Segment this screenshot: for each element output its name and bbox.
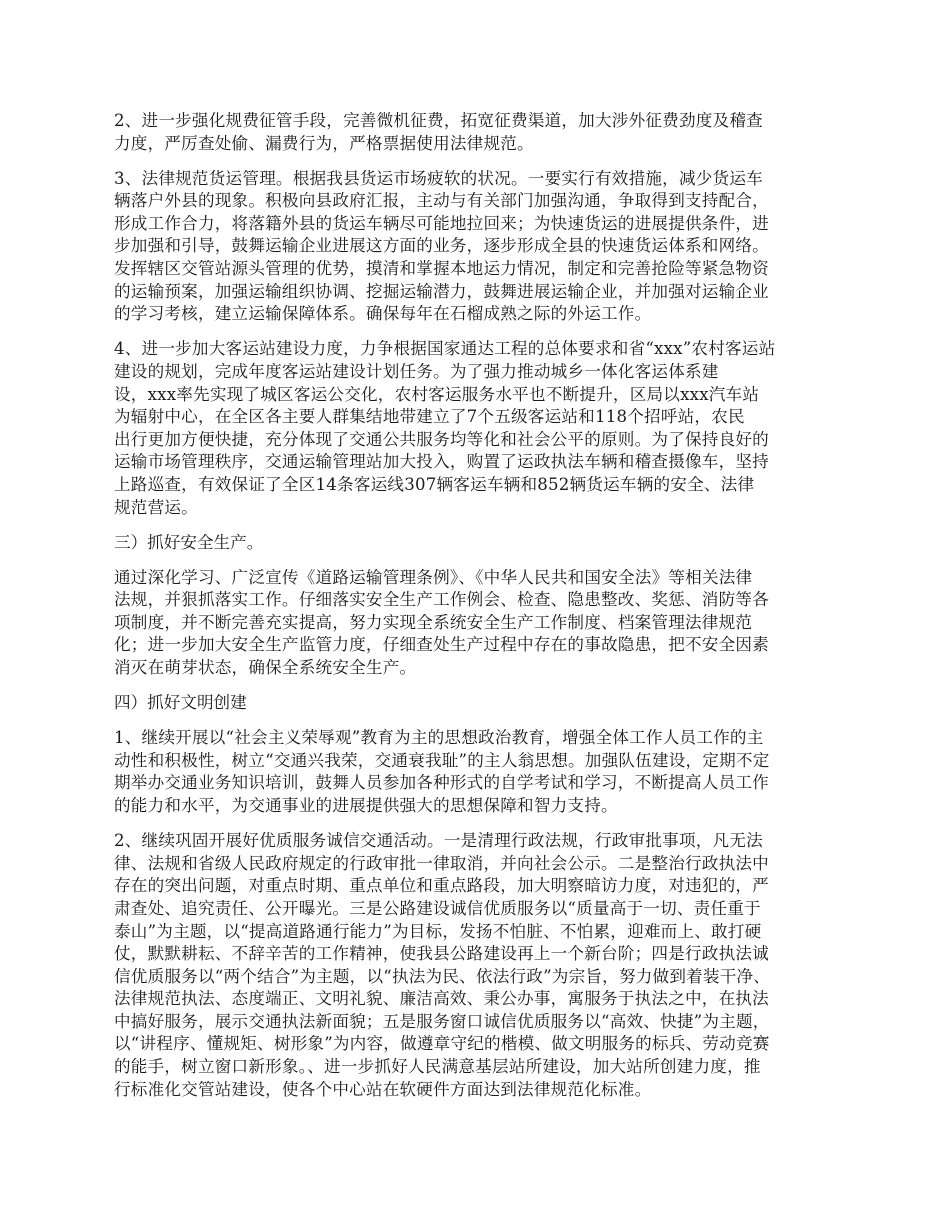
section-heading-safety: 三）抓好安全生产。 [114,532,264,552]
text-line: 运输市场管理秩序，交通运输管理站加大投入，购置了运政执法车辆和稽查摄像车，坚持 [114,452,769,472]
text-line: 动性和积极性，树立“交通兴我荣，交通衰我耻”的主人翁思想。加强队伍建设，定期不定 [114,750,770,770]
paragraph-safety [114,567,842,680]
text-line: 信优质服务以“两个结合”为主题，以“执法为民、依法行政”为宗旨，努力做到着装干净、 [114,966,771,986]
text-line: 项制度，并不断完善充实提高，努力实现全系统安全生产工作制度、档案管理法律规范 [114,612,753,632]
text-line: 形成工作合力，将落籍外县的货运车辆尽可能地拉回来；为快速货运的进展提供条件，进 [114,213,769,233]
text-line: 消灭在萌芽状态，确保全系统安全生产。 [114,658,417,678]
text-line: 2、进一步强化规费征管手段，完善微机征费，拓宽征费渠道，加大涉外征费劲度及稽查 [114,111,763,130]
text-line: 辆落户外县的现象。积极向县政府汇报，主动与有关部门加强沟通，争取得到支持配合， [114,191,769,211]
text-line: 行标准化交管站建设，使各个中心站在软硬件方面达到法律规范化标准。 [114,1079,652,1099]
text-line: 法规，并狠抓落实工作。仔细落实安全生产工作例会、检查、隐患整改、奖惩、消防等各 [114,590,769,610]
text-line: 建设的规划，完成年度客运站建设计划任务。为了强力推动城乡一体化客运体系建 [114,361,719,381]
text-line: 的学习考核，建立运输保障体系。确保每年在石榴成熟之际的外运工作。 [114,304,652,324]
text-line: 上路巡查，有效保证了全区14条客运线307辆客运车辆和852辆货运车辆的安全、法律 [114,474,755,494]
section-heading-civilization: 四）抓好文明创建 [114,693,247,713]
text-line: 存在的突出问题，对重点时期、重点单位和重点路段，加大明察暗访力度，对违犯的，严 [114,876,769,896]
paragraph-freight-management [114,168,842,326]
text-line: 化；进一步加大安全生产监管力度，仔细查处生产过程中存在的事故隐患，把不安全因素 [114,635,769,655]
text-line: 出行更加方便快捷，充分体现了交通公共服务均等化和社会公平的原则。为了保持良好的 [114,429,769,449]
text-line: 规范营运。 [114,497,198,517]
text-line: 设，xxx率先实现了城区客运公交化，农村客运服务水平也不断提升，区局以xxx汽车站 [114,384,760,404]
paragraph-ideology-education [114,727,842,817]
text-line: 仗，默默耕耘、不辞辛苦的工作精神，使我县公路建设再上一个新台阶；四是行政执法诚 [114,944,769,964]
text-line: 3、法律规范货运管理。根据我县货运市场疲软的状况。一要实行有效措施，减少货运车 [114,168,763,188]
text-line: 步加强和引导，鼓舞运输企业进展这方面的业务，逐步形成全县的快速货运体系和网络。 [114,236,769,256]
text-line: 以“讲程序、懂规矩、树形象”为内容，做遵章守纪的楷模、做文明服务的标兵、劳动竞赛 [114,1034,770,1054]
text-line: 力度，严厉查处偷、漏费行为，严格票据使用法律规范。 [114,133,534,153]
paragraph-passenger-station [114,338,842,519]
text-line: 的能力和水平，为交通事业的进展提供强大的思想保障和智力支持。 [114,796,618,816]
text-line: 法律规范执法、态度端正、文明礼貌、廉洁高效、秉公办事，寓服务于执法之中，在执法 [114,989,769,1009]
text-line: 通过深化学习、广泛宣传《道路运输管理条例》、《中华人民共和国安全法》等相关法律 [114,567,753,587]
paragraph-quality-service [114,830,842,1101]
text-line: 为辐射中心，在全区各主要人群集结地带建立了7个五级客运站和118个招呼站，农民 [114,407,745,427]
text-line: 肃查处、追究责任、公开曝光。三是公路建设诚信优质服务以“质量高于一切、责任重于 [114,898,761,918]
text-line: 的运输预案，加强运输组织协调、挖掘运输潜力，鼓舞进展运输企业，并加强对运输企业 [114,281,769,301]
text-line: 4、进一步加大客运站建设力度，力争根据国家通达工程的总体要求和省“xxx”农村客运站 [114,339,776,359]
text-line: 中搞好服务，展示交通执法新面貌；五是服务窗口诚信优质服务以“高效、快捷”为主题， [114,1011,770,1031]
text-line: 2、继续巩固开展好优质服务诚信交通活动。一是清理行政法规，行政审批事项，凡无法 [114,831,763,851]
text-line: 的能手，树立窗口新形象。、进一步抓好人民满意基层站所建设，加大站所创建力度，推 [114,1057,761,1077]
paragraph-fee-collection [114,110,842,155]
document-page [114,110,842,1114]
text-line: 期举办交通业务知识培训，鼓舞人员参加各种形式的自学考试和学习，不断提高人员工作 [114,773,769,793]
text-line: 1、继续开展以“社会主义荣辱观”教育为主的思想政治教育，增强全体工作人员工作的主 [114,728,764,748]
text-line: 泰山”为主题，以“提高道路通行能力”为目标，发扬不怕脏、不怕累，迎难而上、敢打硬 [114,921,762,941]
text-line: 律、法规和省级人民政府规定的行政审批一律取消，并向社会公示。二是整治行政执法中 [114,853,769,873]
text-line: 发挥辖区交管站源头管理的优势，摸清和掌握本地运力情况，制定和完善抢险等紧急物资 [114,259,769,279]
